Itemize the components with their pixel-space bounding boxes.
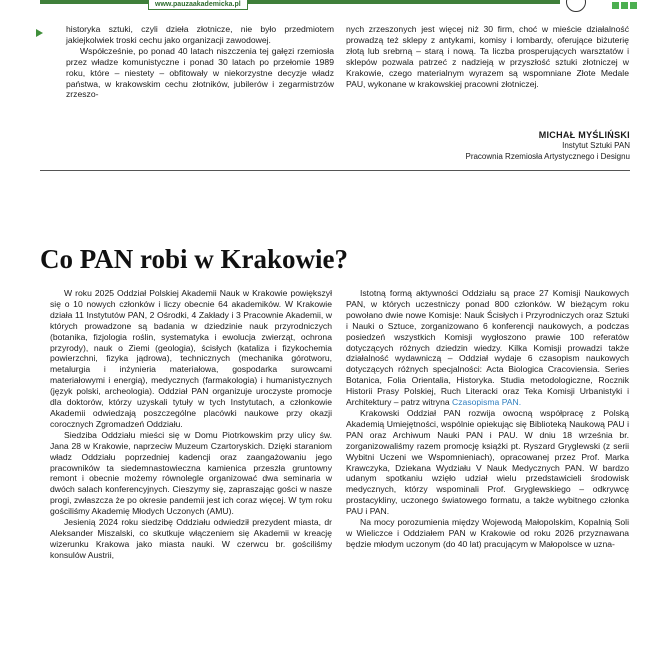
top-left-paragraph-1: historyka sztuki, czyli dzieła złotnicze, nie było przedmiotem jakiejkolwiek troski cechu jako organizacji zawodowej. <box>66 24 334 45</box>
article-right-paragraph-1 <box>346 288 629 408</box>
article-right-paragraph-2: Krakowski Oddział PAN rozwija owocną współpracę z Polską Akademią Umiejętności, wspólnie opiekując się Biblioteką Naukową PAU i PAN oraz Archiwum Nauki PAN i PAU. W dniu 18 września br. zorganizowaliśmy razem promocję książki pt. Ryszard Gryglewski (z serii Wybitni Uczeni we Wspomnieniach), opracowanej przez Prof. Marka Krawczyka, Dziekana Wydziału V Nauk Medycznych PAN. W bardzo udanym spotkaniu wzięło udział wielu przedstawicieli środowisk medycznych, którzy wspominali Prof. Gryglewskiego – odkrywcę prostacykliny, uczonego światowego formatu, a także wybitnego członka PAU i PAN. <box>346 407 629 517</box>
continuation-arrow-icon <box>36 29 43 37</box>
journals-link[interactable]: Czasopisma PAN. <box>452 397 522 408</box>
author-affiliation-2: Pracownia Rzemiosła Artystycznego i Designu <box>465 152 630 161</box>
logo-squares-icon <box>612 2 637 9</box>
article-right-paragraph-1-text: Istotną formą aktywności Oddziału są prace 27 Komisji Naukowych PAN, w których uczestniczy ponad 800 członków. W bieżącym roku powołano dwie nowe Komisje: Nauk Ścisłych i Przyrodniczych oraz Sztuki i Nauki o Sztuce, zorganizowano 6 konferencji naukowych, a podczas posiedzeń wszystkich Komisji wygłoszono prawie 100 referatów dotyczących różnych dziedzin wiedzy. Kilka Komisji prowadzi także działalność wydawniczą – Oddział wydaje 6 czasopism naukowych dotyczących różnych specjalności: Acta Biologica Cracoviensia. Series Botanica, Folia Orientalia, Historyka. Studia metodologiczne, Rocznik Historii Prasy Polskiej, Ruch Literacki oraz Teka Komisji Urbanistyki i Architektury – patrz witryna <box>346 288 629 408</box>
article-left-paragraph-2: Siedziba Oddziału mieści się w Domu Piotrkowskim przy ulicy św. Jana 28 w Krakowie, naprzeciw Muzeum Czartoryskich. Dzięki staraniom władz Oddziału poprzedniej kadencji oraz zaangażowaniu jego pracowników ta siedemnastowieczna kamienica przeszła gruntowny remont i obecnie możemy równolegle organizować dwa seminaria w dwóch salach konferencyjnych. Cieszymy się, zapraszając gości w nasze progi, zwłaszcza że po okresie pandemii jest ich coraz więcej. W tym roku gościliśmy Akademię Młodych Uczonych (AMU). <box>50 429 332 517</box>
top-article-left-column <box>66 24 334 100</box>
article-right-column <box>346 288 629 550</box>
section-divider <box>40 170 630 171</box>
article-title: Co PAN robi w Krakowie? <box>40 244 348 275</box>
top-bar <box>0 0 670 12</box>
website-badge[interactable]: www.pauzaakademicka.pl <box>148 0 248 10</box>
author-affiliation-1: Instytut Sztuki PAN <box>562 141 630 150</box>
header-rule <box>40 0 560 4</box>
top-left-paragraph-2: Współcześnie, po ponad 40 latach niszczenia tej gałęzi rzemiosła przez władze komunistyczne i ponad 30 latach po przełomie 1989 roku, które – niestety – obfitowały w niekorzystne decyzje władz państwa, w krakowskim cechu złotników, jubilerów i zegarmistrzów zrzeszo- <box>66 45 334 100</box>
article-left-column <box>50 288 332 561</box>
article-left-paragraph-1: W roku 2025 Oddział Polskiej Akademii Nauk w Krakowie powiększył się o 10 nowych członków i liczy obecnie 64 akademików. W Krakowie działa 11 Instytutów PAN, 2 Ośrodki, 4 Zakłady i 3 Pracownie Akademii, w których prowadzone są badania w dziedzinie nauk przyrodniczych (botanika, fizjologia roślin, systematyka i ewolucja zwierząt, ochrona przyrody), nauk o Ziemi (geologia), ścisłych (kataliza i fizykochemia powierzchni, fizyka jądrowa), technicznych (mechanika górotworu, metalurgia i inżynieria materiałowa, gospodarka surowcami materiałowymi i energią), medycznych (farmakologia) i humanistycznych (język polski, archeologia). Oddział PAN organizuje uroczyste promocje dla doktorów, którzy uzyskali tytuły w tych Instytutach, a członkowie Akademii odwiedzają poszczególne placówki naukowe przy okazji corocznych Zgromadzeń Oddziału. <box>50 288 332 429</box>
author-name: MICHAŁ MYŚLIŃSKI <box>538 130 630 140</box>
author-signature <box>465 130 630 162</box>
top-article-right-column <box>346 24 629 89</box>
article-left-paragraph-3: Jesienią 2024 roku siedzibę Oddziału odwiedził prezydent miasta, dr Aleksander Miszalski, co skutkuje włączeniem się Akademii w kreację wizerunku Krakowa jako miasta nauki. W czerwcu br. gościliśmy konsulów Austrii, <box>50 517 332 560</box>
article-right-paragraph-3: Na mocy porozumienia między Wojewodą Małopolskim, Kopalnią Soli w Wieliczce i Oddziałem PAN w Krakowie od roku 2026 przyznawana będzie młodym uczonym (do 40 lat) pracującym w Małopolsce w uzna- <box>346 517 629 549</box>
emblem-icon <box>566 0 586 12</box>
top-right-paragraph-1: nych zrzeszonych jest więcej niż 30 firm, choć w mieście działalność prowadzą też sklepy z antykami, komisy i lombardy, oferujące biżuterię złotą lub srebrną – starą i nową. Ta liczba prosperujących warsztatów i sklepów pozwala patrzeć z nadzieją w przyszłość sztuki złotniczej w Krakowie, czego materialnym wyrazem są wspomniane Złote Medale PAU, wykonane w krakowskiej pracowni złotniczej. <box>346 24 629 89</box>
